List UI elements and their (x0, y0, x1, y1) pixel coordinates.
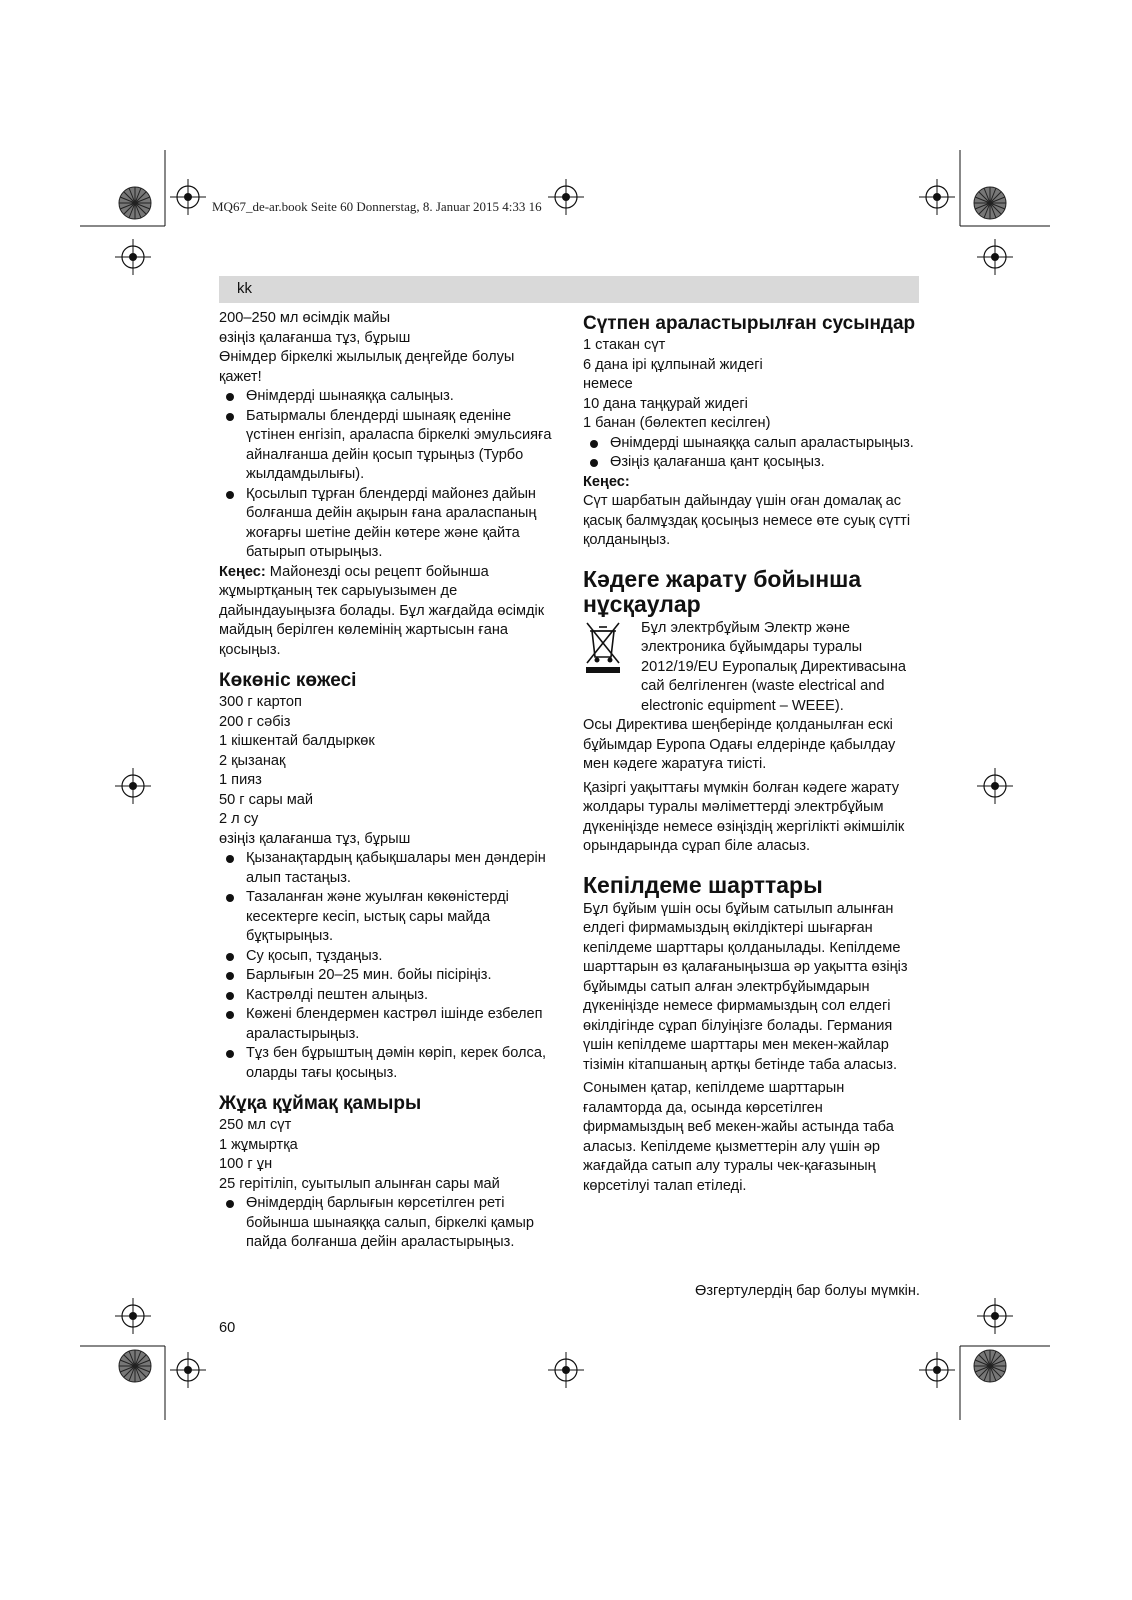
step-item: Өзіңіз қалағанша қант қосыңыз. (583, 453, 919, 473)
weee-text: Бұл электрбұйым Электр және электроника бұйымдары туралы 2012/19/EU Еуропалық Директивасына сай белгіленген (waste electrical and electronic equipment – WEEE). (641, 619, 907, 714)
ingredient-line: 6 дана ірі құлпынай жидегі (583, 356, 763, 373)
ingredient-line: 300 г картоп (219, 694, 302, 710)
left-column (219, 309, 559, 1253)
ingredient-line: 1 кішкентай балдыркөк (219, 733, 375, 749)
warranty-paragraph: Сонымен қатар, кепілдеме шарттарын ғаламторда да, осында көрсетілген фирмамыздың веб мекен-жайы астында таба аласыз. Кепілдеме қызметтерін алу үшін әр жағдайда сатып алу туралы чек-қағазының көрсетілуі талап етіледі. (583, 1080, 894, 1194)
ingredient-line: немесе (583, 376, 633, 392)
ingredient-line: 10 дана таңқурай жидегі (583, 395, 748, 412)
ingredient-line: 1 банан (бөлектеп кесілген) (583, 415, 771, 431)
warranty-title: Кепілдеме шарттары (583, 871, 823, 898)
changes-note: Өзгертулердің бар болуы мүмкін. (695, 1283, 920, 1299)
language-tag: kk (237, 280, 252, 297)
ingredient-line: 2 қызанақ (219, 752, 286, 769)
tip-label: Кеңес: (583, 473, 630, 490)
ingredient-line: 250 мл сүт (219, 1117, 292, 1133)
step-item: Барлығын 20–25 мин. бойы пісіріңіз. (219, 966, 559, 986)
ingredient-line: 50 г сары май (219, 791, 314, 808)
weee-block (583, 619, 919, 717)
shake-steps (583, 434, 919, 473)
tip-label: Кеңес: (219, 563, 266, 580)
step-item: Кастрөлді пештен алыңыз. (219, 986, 559, 1006)
right-column (583, 312, 919, 1196)
step-item: Көжені блендермен кастрөл ішінде езбелеп араластырыңыз. (219, 1005, 559, 1044)
page-number: 60 (219, 1320, 236, 1336)
step-item: Су қосып, тұздаңыз. (219, 947, 559, 967)
ingredient-line: 200 г сәбіз (219, 713, 291, 730)
ingredient-line: өзіңіз қалағанша тұз, бұрыш (219, 329, 411, 346)
language-bar (219, 276, 919, 303)
disposal-title: Кәдеге жарату бойынша нұсқаулар (583, 565, 862, 617)
mayo-steps (219, 387, 559, 563)
ingredient-line: 1 стакан сүт (583, 337, 666, 353)
step-item: Тұз бен бұрыштың дәмін көріп, керек болса, оларды тағы қосыңыз. (219, 1044, 559, 1083)
tip-text: Сүт шарбатын дайындау үшін оған домалақ ас қасық балмұздақ қосыңыз немесе өте суық сүтті қолданыңыз. (583, 493, 911, 548)
note-line: Өнімдер біркелкі жылылық деңгейде болуы қажет! (219, 349, 515, 385)
disposal-paragraph: Осы Директива шеңберінде қолданылған ескі бұйымдар Еуропа Одағы елдерінде қабылдау мен кәдеге жаратуға тиісті. (583, 717, 896, 772)
step-item: Қызанақтардың қабықшалары мен дәндерін алып тастаңыз. (219, 849, 559, 888)
ingredient-line: 1 жұмыртқа (219, 1136, 298, 1153)
crossed-bin-icon (583, 619, 623, 675)
step-item: Қосылып тұрған блендерді майонез дайын болғанша дейін ақырын ғана араласпаның жоғарғы шетіне дейін көтере және қайта батырып отырыңыз. (219, 485, 559, 563)
step-item: Батырмалы блендерді шынаяқ еденіне үстінен енгізіп, араласпа біркелкі эмульсияға айналғанша дейін қосып тұрыңыз (Турбо жылдамдылығы). (219, 407, 559, 485)
batter-title: Жұқа құймақ қамыры (219, 1093, 422, 1114)
batter-steps (219, 1194, 559, 1253)
ingredient-line: 100 г ұн (219, 1156, 273, 1172)
tip-text: Майонезді осы рецепт бойынша жұмыртқаның тек сарыуызымен де дайындауыңызға болады. Бұл жағдайда өсімдік майдың берілген көлемінің жартысын ғана қосыңыз. (219, 563, 545, 658)
step-item: Өнімдерді шынаяққа салыңыз. (219, 387, 559, 407)
mayo-tip (219, 563, 559, 661)
shake-title: Сүтпен араластырылған сусындар (583, 313, 916, 334)
ingredient-line: 2 л су (219, 811, 259, 827)
warranty-paragraph: Бұл бұйым үшін осы бұйым сатылып алынған елдегі фирмамыздың өкілдіктері шығарған кепілдеме шарттары қолданылады. Кепілдеме шарттарын өз қалағаныңызша әр уақытта өзіңіз бұйымды сатып алған электрбұйымдарын дүкеніңізде немесе фирмамыздың сол елдегі өкілдігінде сұрап білуіңізге болады. Германия үшін кепілдеме шарттары мен мекен-жайлар тізімін кітапшаның артқы бетінде таба аласыз. (583, 900, 908, 1073)
print-info: MQ67_de-ar.book Seite 60 Donnerstag, 8. Januar 2015 4:33 16 (212, 199, 542, 214)
ingredient-line: 25 герітіліп, суытылып алынған сары май (219, 1175, 500, 1192)
ingredient-line: 1 пияз (219, 772, 262, 788)
step-item: Өнімдерді шынаяққа салып араластырыңыз. (583, 434, 919, 454)
soup-steps (219, 849, 559, 1083)
soup-title: Көкөніс көжесі (219, 670, 357, 691)
ingredient-line: 200–250 мл өсімдік майы (219, 310, 391, 326)
ingredient-line: өзіңіз қалағанша тұз, бұрыш (219, 830, 411, 847)
step-item: Өнімдердің барлығын көрсетілген реті бойынша шынаяққа салып, біркелкі қамыр пайда болғанша дейін араластырыңыз. (219, 1194, 559, 1253)
step-item: Тазаланған және жуылған көкөністерді кесектерге кесіп, ыстық сары майда бұқтырыңыз. (219, 888, 559, 947)
disposal-paragraph: Қазіргі уақыттағы мүмкін болған кәдеге жарату жолдары туралы мәліметтерді электрбұйым дүкеніңізде немесе өзіңіздің жергілікті әкімшілік орындарында сұрап біле аласыз. (583, 779, 905, 854)
